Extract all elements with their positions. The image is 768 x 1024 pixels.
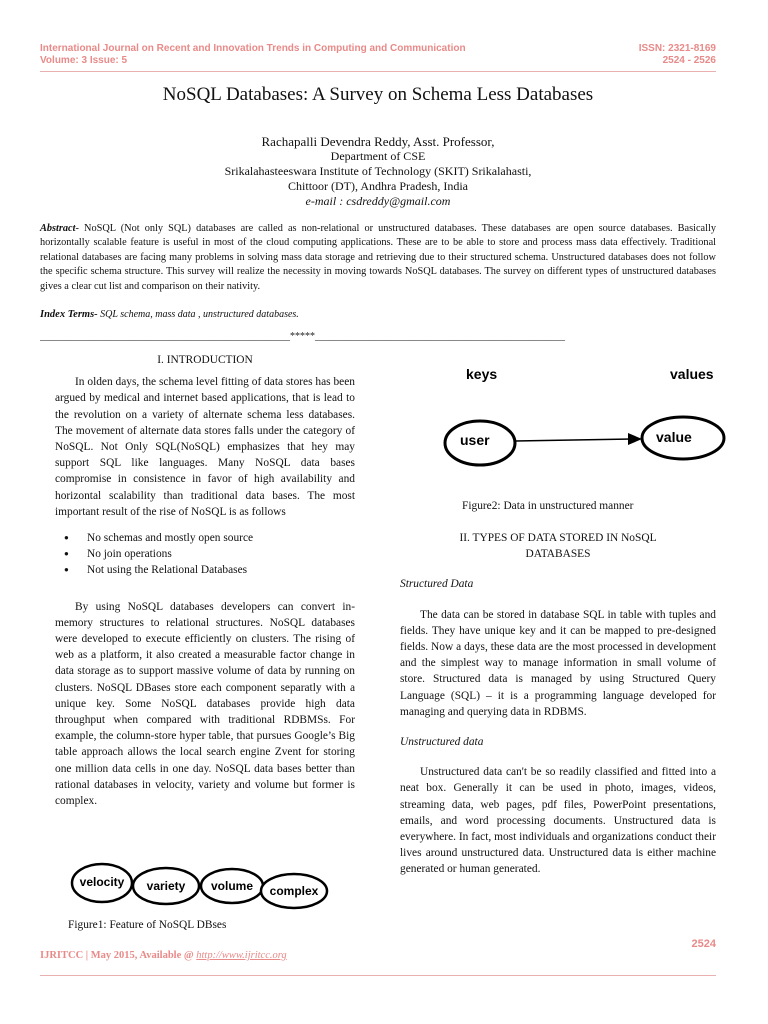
footer [40, 950, 287, 961]
journal-volume: Volume: 3 Issue: 5 [40, 55, 128, 66]
footer-text: IJRITCC | May 2015, Available @ [40, 950, 197, 961]
index-terms [40, 309, 716, 320]
value-label: value [656, 429, 692, 445]
structured-data-paragraph: The data can be stored in database SQL in table with tuples and fields. They have unique key and it can be mapped to pre-designed fields. Now a days, these data are the most processed in development and the simplest way to manage information in small volume of store. Structured data is managed by using Structured Query Language (SQL) – it is a programming language developed for managing and querying data in RDBMS. [400, 608, 716, 718]
page-number: 2524 [691, 938, 716, 950]
footer-link[interactable]: http://www.ijritcc.org [196, 950, 287, 961]
velocity-label: velocity [79, 875, 125, 889]
unstructured-data-heading: Unstructured data [400, 736, 484, 749]
author-email: e-mail : csdreddy@gmail.com [305, 194, 451, 208]
author-location: Chittoor (DT), Andhra Pradesh, India [288, 179, 468, 193]
keys-label: keys [466, 366, 498, 382]
list-item: ● No schemas and mostly open source [87, 530, 355, 546]
list-item: ● Not using the Relational Databases [87, 562, 355, 578]
author-institute: Srikalahasteeswara Institute of Technology (SKIT) Srikalahasti, [224, 164, 532, 178]
volume-label: volume [210, 879, 254, 893]
paper-title: NoSQL Databases: A Survey on Schema Less Databases [162, 84, 594, 105]
abstract-label: Abstract [40, 223, 76, 234]
index-terms-label: Index Terms- [40, 309, 98, 320]
unstructured-data-paragraph: Unstructured data can't be so readily classified and fitted into a neat box. Generally it can be used in photo, images, videos, streaming data, web pages, pdf files, PowerPoint presentations, emails, and word processing documents. Unstructured data is everywhere. In fact, most individuals and organizations conduct their lives around unstructured data. Unstructured data is either machine generated or human generated. [400, 766, 716, 876]
structured-data-heading: Structured Data [400, 578, 474, 591]
intro-paragraph-2: By using NoSQL databases developers can convert in-memory structures to relational structures. NoSQL databases were developed to execute efficiently on clusters. The rising of web as a platform, it also created a measurable factor change in data storage as to support massive volume of data by running on clusters. NoSQL DBases store each component separatly with a unique key. Some NoSQL databases provide high data throughput when compared with traditional RDBMSs. For example, the column-store hyper table, that pursues Google’s Big table approach allows the local search engine Zvent for storing one million data cells in one day. NoSQL data bases better than rational databases in velocity, variety and volume but former is complex. [55, 600, 355, 808]
abstract-text: - NoSQL (Not only SQL) databases are called as non-relational or unstructured databases. These databases are open source databases. Basically horizontally scalable feature is useful in most of the cloud computing applications. These are to be able to store and process mass data effectively. Traditional relational databases are facing many problems in solving mass data storage and retrieving due to their structured schema. Unstructured databases does not follow the specific schema structure. This survey will realize the necessity in moving towards NoSQL databases. The survey on different types of unstructured databases gives a clear cut list and comparison on their nativity. [40, 223, 716, 292]
variety-label: variety [146, 879, 186, 893]
section-separator: __________________________________________________*****__________________________________________________ [40, 331, 565, 342]
author-dept: Department of CSE [330, 149, 426, 163]
user-label: user [460, 432, 490, 448]
figure-2-diagram [438, 360, 728, 478]
footer-divider [40, 975, 716, 976]
journal-name: International Journal on Recent and Innovation Trends in Computing and Communication [40, 43, 466, 54]
author-name: Rachapalli Devendra Reddy, Asst. Professor, [261, 134, 495, 149]
figure-2-caption: Figure2: Data in unstructured manner [462, 500, 634, 512]
intro-heading: I. INTRODUCTION [157, 354, 253, 366]
index-terms-keywords: SQL schema, mass data , unstructured databases. [97, 309, 299, 320]
header-divider [40, 71, 716, 72]
figure-1-caption: Figure1: Feature of NoSQL DBses [68, 919, 227, 931]
arrow-line [515, 439, 632, 441]
abstract [40, 222, 716, 294]
left-column [55, 352, 355, 809]
section-2-heading-line-2: DATABASES [525, 548, 591, 561]
author-block [0, 134, 756, 209]
journal-issn: ISSN: 2321-8169 [638, 43, 716, 54]
arrow-head [628, 433, 642, 445]
right-column [400, 530, 716, 878]
complex-label: complex [269, 884, 319, 898]
intro-paragraph-1: In olden days, the schema level fitting of data stores has been argued by medical and internet based applications, that is lead to the revolution on a variety of alternate schema less databases. The movement of alternate data stores falls under the category of NoSQL. Not Only SQL(NoSQL) emphasizes that hey may support SQL like languages. Many NoSQL data bases compromise in consistence in favor of high availability and horizontal scalability than traditional data bases. The most important result of the rise of NoSQL is as follows [55, 376, 355, 518]
values-label: values [670, 366, 714, 382]
figure-1-diagram [68, 856, 332, 912]
intro-bullet-list [55, 530, 355, 579]
section-2-heading-line-1: II. TYPES OF DATA STORED IN NoSQL [459, 532, 657, 544]
list-item: ● No join operations [87, 546, 355, 562]
journal-pages: 2524 - 2526 [662, 55, 716, 66]
